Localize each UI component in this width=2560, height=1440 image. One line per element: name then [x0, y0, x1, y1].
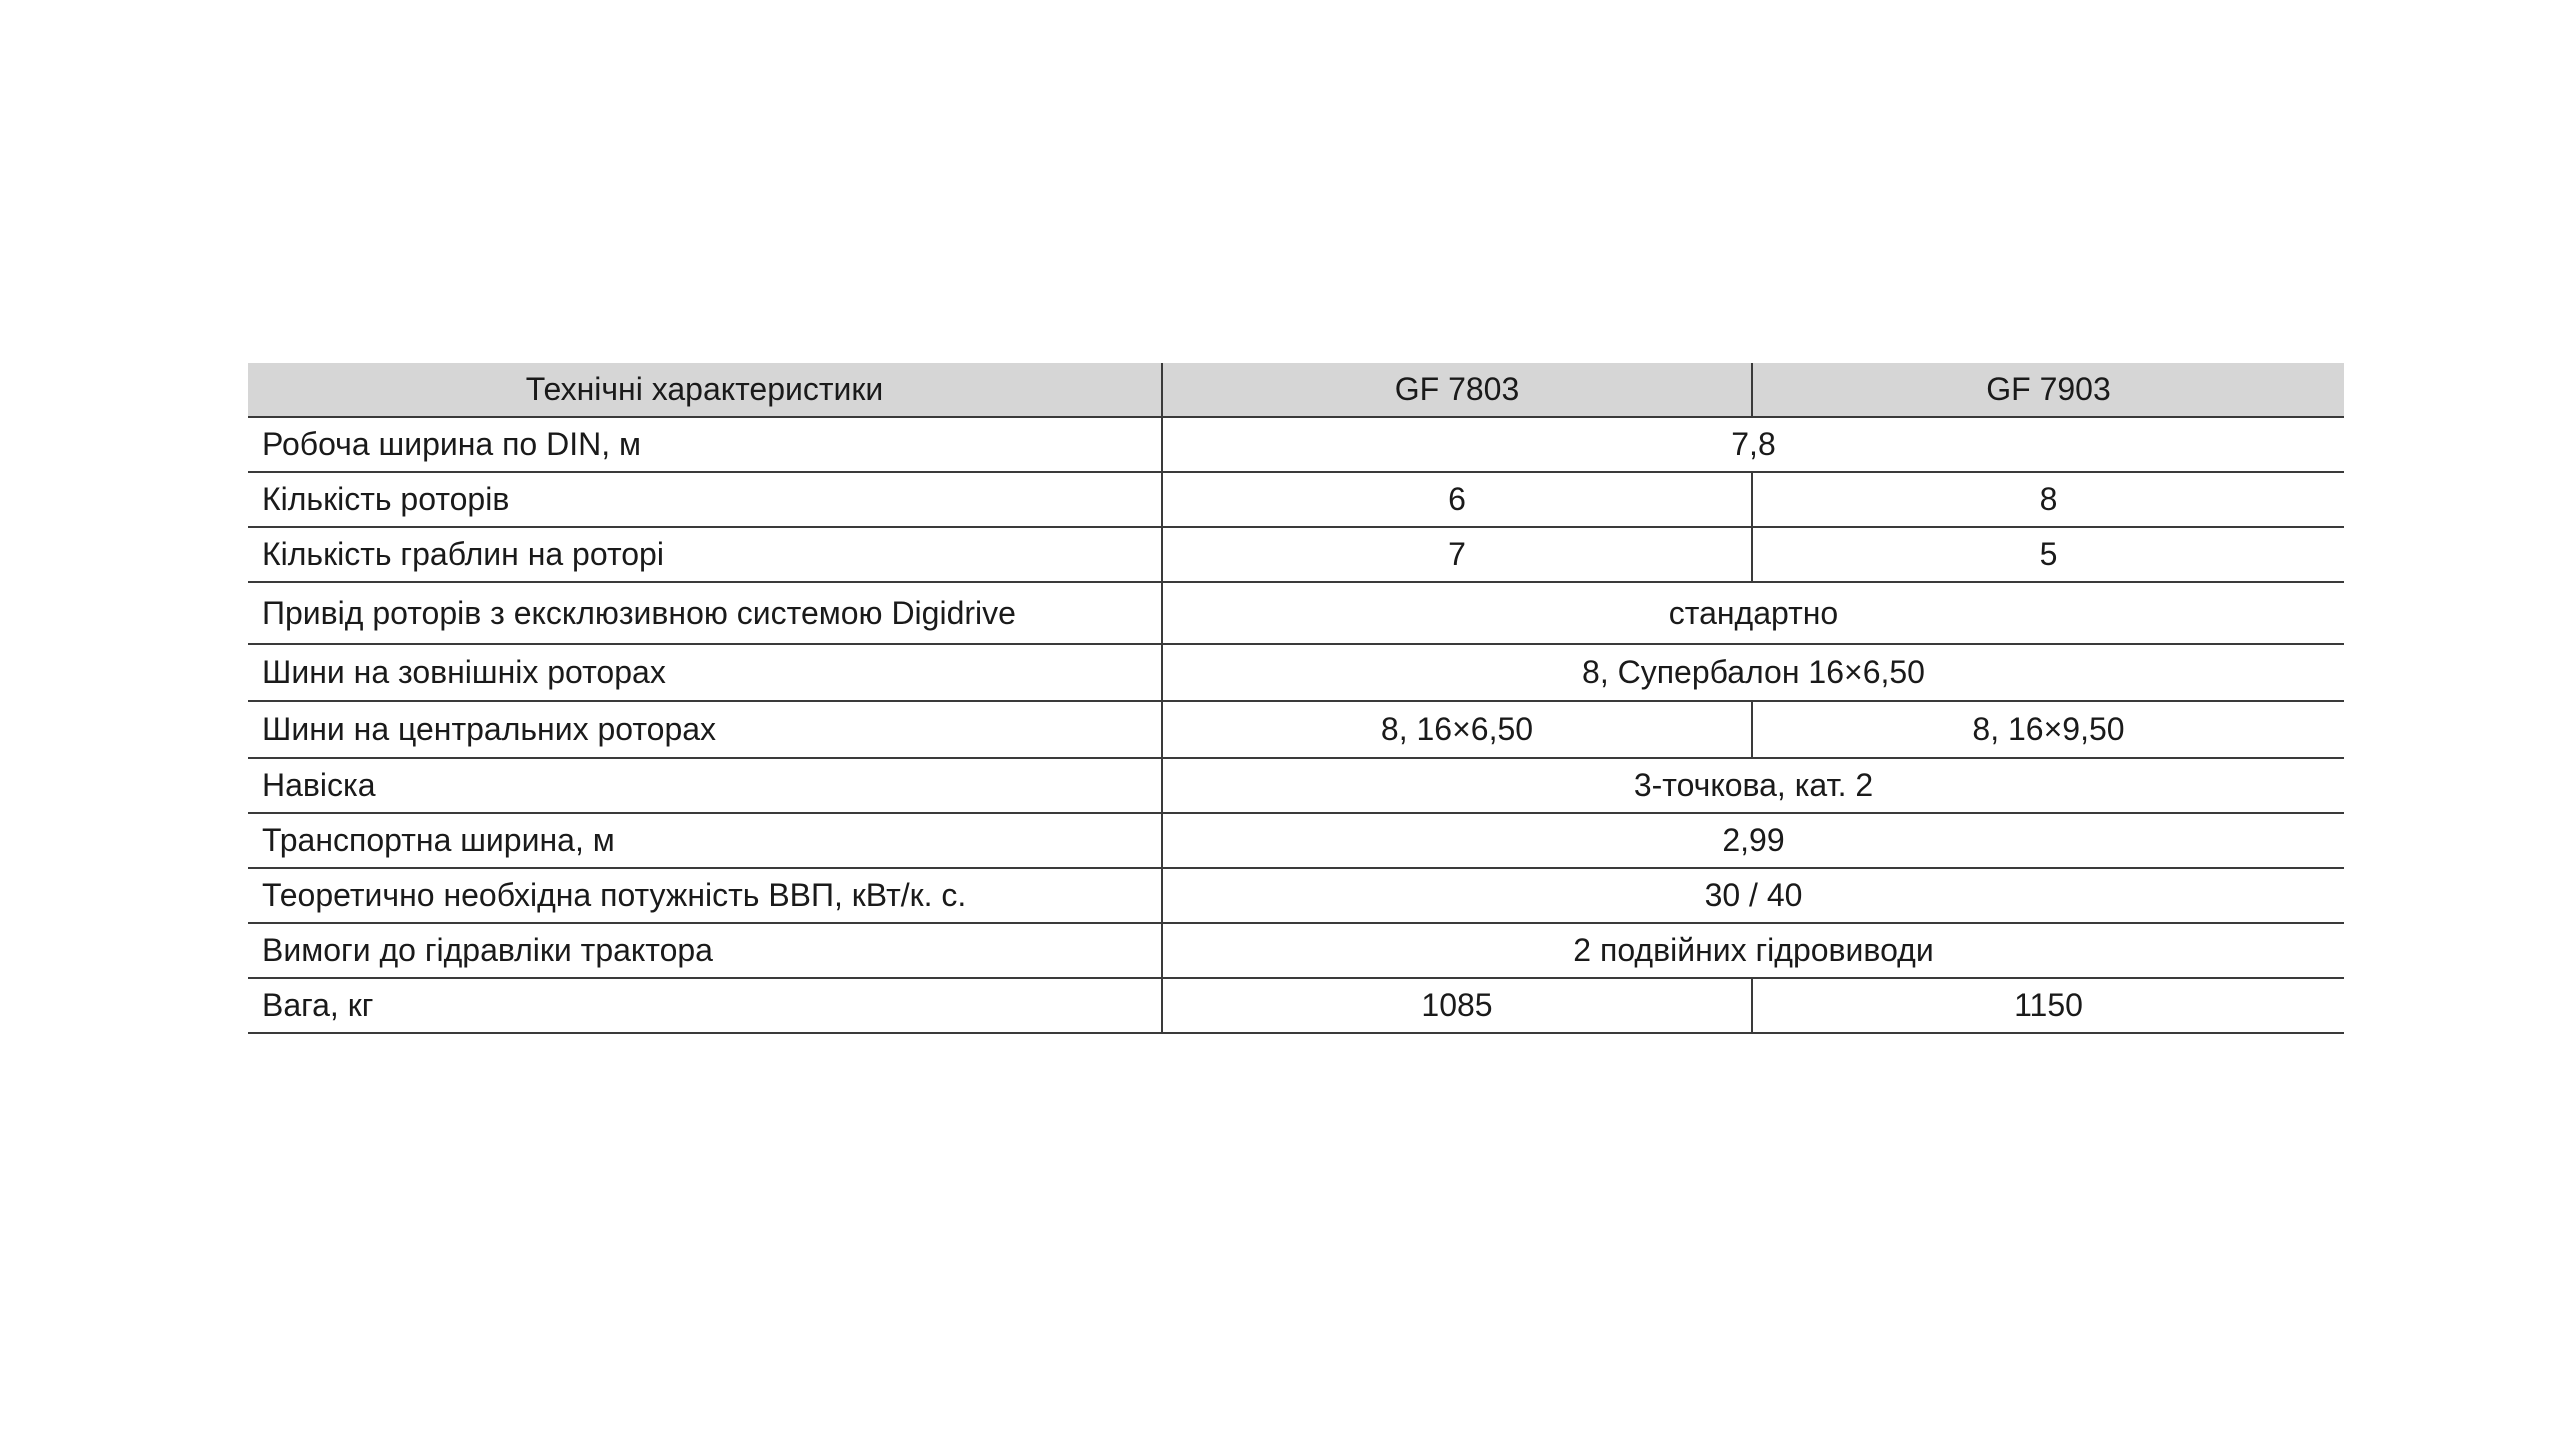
- row-label: Теоретично необхідна потужність ВВП, кВт/к. с.: [248, 868, 1162, 923]
- row-label: Вага, кг: [248, 978, 1162, 1033]
- header-model-gf7803: GF 7803: [1162, 363, 1752, 417]
- row-value-gf7903: 5: [1752, 527, 2344, 582]
- row-label: Робоча ширина по DIN, м: [248, 417, 1162, 472]
- row-value-gf7803: 7: [1162, 527, 1752, 582]
- table-row: [248, 813, 2344, 868]
- row-value-merged: 30 / 40: [1162, 868, 2344, 923]
- row-value-gf7803: 1085: [1162, 978, 1752, 1033]
- row-label: Навіска: [248, 758, 1162, 813]
- row-value-gf7903: 8: [1752, 472, 2344, 527]
- row-value-gf7903: 1150: [1752, 978, 2344, 1033]
- table-row: [248, 978, 2344, 1033]
- row-value-merged: 8, Супербалон 16×6,50: [1162, 644, 2344, 701]
- row-value-merged: 2,99: [1162, 813, 2344, 868]
- row-label: Транспортна ширина, м: [248, 813, 1162, 868]
- table-row: [248, 582, 2344, 644]
- table-row: [248, 868, 2344, 923]
- row-value-merged: стандартно: [1162, 582, 2344, 644]
- row-label: Кількість роторів: [248, 472, 1162, 527]
- row-label: Привід роторів з ексклюзивною системою Digidrive: [248, 582, 1162, 644]
- header-model-gf7903: GF 7903: [1752, 363, 2344, 417]
- row-label: Шини на зовнішніх роторах: [248, 644, 1162, 701]
- row-value-merged: 2 подвійних гідровиводи: [1162, 923, 2344, 978]
- table-row: [248, 417, 2344, 472]
- header-characteristics: Технічні характеристики: [248, 363, 1162, 417]
- table-row: [248, 758, 2344, 813]
- table-header-row: [248, 363, 2344, 417]
- row-label: Кількість граблин на роторі: [248, 527, 1162, 582]
- row-value-gf7803: 6: [1162, 472, 1752, 527]
- row-value-gf7803: 8, 16×6,50: [1162, 701, 1752, 758]
- table-row: [248, 527, 2344, 582]
- table-row: [248, 644, 2344, 701]
- row-value-gf7903: 8, 16×9,50: [1752, 701, 2344, 758]
- row-label: Шини на центральних роторах: [248, 701, 1162, 758]
- row-value-merged: 3-точкова, кат. 2: [1162, 758, 2344, 813]
- row-value-merged: 7,8: [1162, 417, 2344, 472]
- table-row: [248, 923, 2344, 978]
- row-label: Вимоги до гідравліки трактора: [248, 923, 1162, 978]
- table-row: [248, 701, 2344, 758]
- specifications-table: [248, 363, 2344, 1034]
- table-row: [248, 472, 2344, 527]
